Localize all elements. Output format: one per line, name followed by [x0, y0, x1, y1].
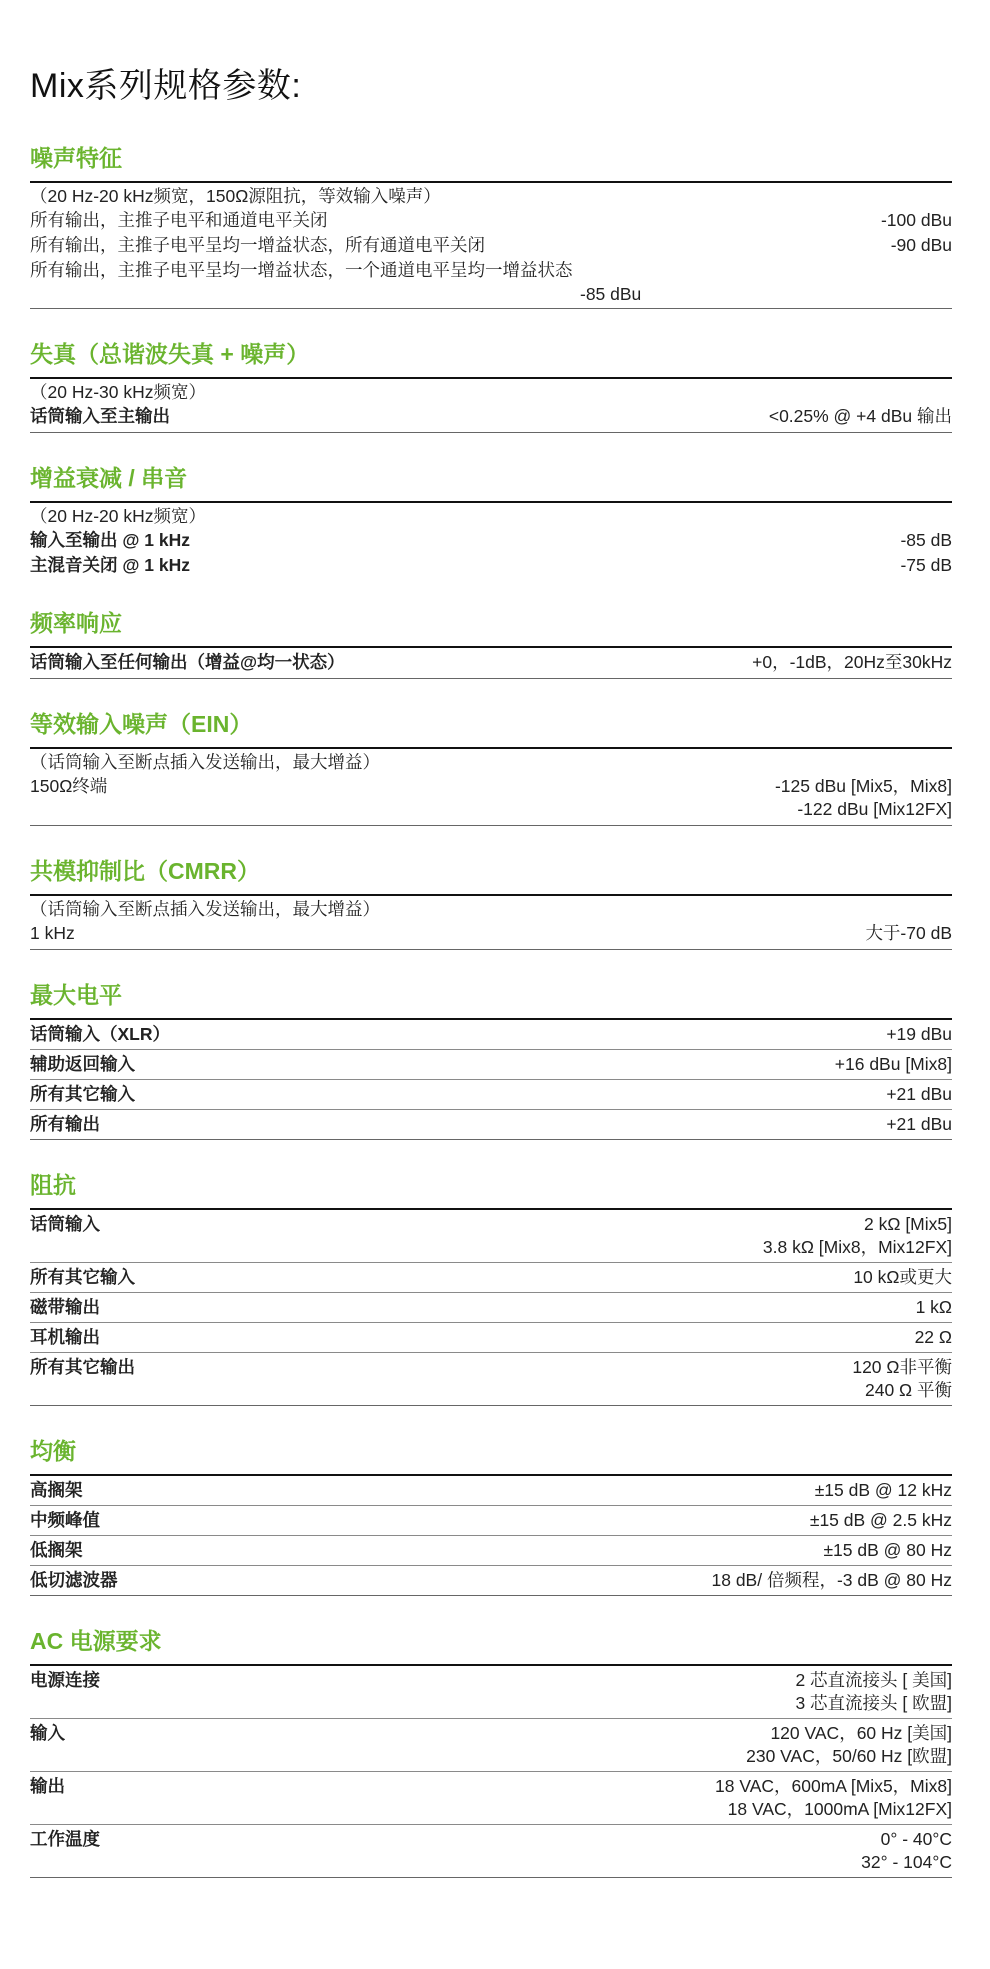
spec-value: 18 VAC，600mA [Mix5，Mix8] 18 VAC，1000mA [Mix12FX] [715, 1776, 952, 1819]
spec-value: -125 dBu [Mix5，Mix8] -122 dBu [Mix12FX] [774, 776, 952, 819]
section-heading-frequency: 频率响应 [30, 610, 122, 636]
spec-value: 18 dB/ 倍频程，-3 dB @ 80 Hz [711, 1570, 952, 1590]
spec-label: 话筒输入至主输出 [30, 406, 170, 426]
spec-row [30, 208, 952, 233]
spec-value: 22 Ω [914, 1327, 952, 1347]
spec-label: 工作温度 [30, 1829, 100, 1849]
spec-value: -85 dB [900, 530, 952, 550]
spec-label: 所有输出 [30, 1114, 100, 1134]
spec-row [30, 1719, 952, 1772]
spec-label: 高搁架 [30, 1480, 83, 1500]
spec-label: 磁带输出 [30, 1297, 100, 1317]
spec-label: 1 kHz [30, 923, 75, 943]
spec-row [30, 528, 952, 553]
spec-label: 低搁架 [30, 1540, 83, 1560]
spec-label: 所有输出，主推子电平和通道电平关闭 [30, 210, 328, 230]
section-heading-cmrr: 共模抑制比（CMRR） [30, 858, 260, 884]
section-heading-noise: 噪声特征 [30, 145, 122, 171]
section-cmrr [30, 856, 952, 950]
spec-label: 话筒输入至任何输出（增益@均一状态） [30, 652, 345, 672]
spec-value: <0.25% @ +4 dBu 输出 [768, 406, 952, 426]
section-heading-impedance: 阻抗 [30, 1172, 76, 1198]
spec-value: 大于-70 dB [865, 923, 952, 943]
spec-value: +16 dBu [Mix8] [834, 1054, 952, 1074]
spec-row [30, 1666, 952, 1719]
spec-value: +21 dBu [886, 1114, 952, 1134]
spec-value: ±15 dB @ 2.5 kHz [809, 1510, 952, 1530]
spec-label: 所有输出，主推子电平呈均一增益状态，所有通道电平关闭 [30, 235, 485, 255]
section-heading-power: AC 电源要求 [30, 1628, 162, 1654]
section-power [30, 1626, 952, 1878]
section-distortion [30, 339, 952, 433]
spec-value: +0，-1dB，20Hz至30kHz [752, 652, 952, 672]
spec-table-max-level [30, 1018, 952, 1140]
spec-label: 中频峰值 [30, 1510, 100, 1530]
spec-row [30, 1772, 952, 1825]
spec-label: 输入至输出 @ 1 kHz [30, 530, 191, 550]
spec-row [30, 404, 952, 432]
spec-label: 所有其它输入 [30, 1267, 135, 1287]
spec-label: 辅助返回输入 [30, 1054, 135, 1074]
section-heading-distortion: 失真（总谐波失真 + 噪声） [30, 341, 310, 367]
spec-row [30, 1020, 952, 1050]
section-eq [30, 1436, 952, 1596]
spec-table-power [30, 1664, 952, 1878]
spec-value: 2 芯直流接头 [ 美国] 3 芯直流接头 [ 欧盟] [795, 1670, 952, 1713]
spec-value: 1 kΩ [915, 1297, 952, 1317]
condition-note: （20 Hz-30 kHz频宽） [30, 382, 207, 402]
spec-value: -100 dBu [880, 210, 952, 230]
spec-table-crosstalk [30, 501, 952, 578]
spec-row [30, 553, 952, 578]
spec-value: +19 dBu [886, 1024, 952, 1044]
spec-label: 所有输出，主推子电平呈均一增益状态，一个通道电平呈均一增益状态 [30, 260, 573, 280]
spec-value: 2 kΩ [Mix5] 3.8 kΩ [Mix8，Mix12FX] [762, 1214, 952, 1257]
spec-row [30, 1210, 952, 1263]
spec-value-trailing: -85 dBu [580, 284, 642, 304]
spec-table-impedance [30, 1208, 952, 1406]
spec-table-distortion [30, 377, 952, 433]
section-heading-crosstalk: 增益衰减 / 串音 [30, 465, 188, 491]
condition-note: （话筒输入至断点插入发送输出，最大增益） [30, 899, 380, 919]
spec-row [30, 258, 952, 283]
page-title: Mix系列规格参数: [30, 67, 302, 105]
spec-label: 耳机输出 [30, 1327, 100, 1347]
section-max-level [30, 980, 952, 1140]
spec-label: 150Ω终端 [30, 776, 108, 796]
spec-value: 120 Ω非平衡 240 Ω 平衡 [852, 1357, 952, 1400]
spec-value: -90 dBu [890, 235, 952, 255]
section-ein [30, 709, 952, 826]
spec-row [30, 1353, 952, 1405]
spec-row [30, 1263, 952, 1293]
section-frequency-response [30, 608, 952, 679]
spec-row [30, 921, 952, 949]
section-impedance [30, 1170, 952, 1406]
spec-label: 话筒输入（XLR） [30, 1024, 170, 1044]
condition-note: （话筒输入至断点插入发送输出，最大增益） [30, 752, 380, 772]
spec-row [30, 1825, 952, 1877]
section-crosstalk [30, 463, 952, 578]
spec-row [30, 648, 952, 678]
spec-table-cmrr [30, 894, 952, 950]
spec-label: 输出 [30, 1776, 65, 1796]
spec-row [30, 774, 952, 825]
spec-value: ±15 dB @ 80 Hz [823, 1540, 952, 1560]
spec-table-ein [30, 747, 952, 826]
spec-label: 话筒输入 [30, 1214, 100, 1234]
spec-table-eq [30, 1474, 952, 1596]
spec-row [30, 1506, 952, 1536]
spec-row [30, 1080, 952, 1110]
spec-value: 0° - 40°C 32° - 104°C [861, 1829, 952, 1872]
section-heading-max-level: 最大电平 [30, 982, 122, 1008]
spec-row [30, 1536, 952, 1566]
condition-note: （20 Hz-20 kHz频宽，150Ω源阻抗，等效输入噪声） [30, 186, 441, 206]
spec-value: 120 VAC，60 Hz [美国] 230 VAC，50/60 Hz [欧盟] [746, 1723, 952, 1766]
section-heading-ein: 等效输入噪声（EIN） [30, 711, 253, 737]
section-noise [30, 143, 952, 309]
spec-label: 所有其它输出 [30, 1357, 135, 1377]
spec-label: 主混音关闭 @ 1 kHz [30, 555, 191, 575]
spec-row [30, 1476, 952, 1506]
spec-value: ±15 dB @ 12 kHz [814, 1480, 952, 1500]
spec-table-noise [30, 181, 952, 309]
spec-label: 输入 [30, 1723, 65, 1743]
spec-label: 所有其它输入 [30, 1084, 135, 1104]
spec-value: +21 dBu [886, 1084, 952, 1104]
spec-row [30, 1566, 952, 1595]
spec-row [30, 1110, 952, 1139]
spec-row [30, 1293, 952, 1323]
spec-row [30, 233, 952, 258]
spec-label: 低切滤波器 [30, 1570, 118, 1590]
condition-note: （20 Hz-20 kHz频宽） [30, 506, 207, 526]
spec-value: 10 kΩ或更大 [853, 1267, 952, 1287]
spec-value: -75 dB [900, 555, 952, 575]
spec-row [30, 1050, 952, 1080]
spec-table-frequency [30, 646, 952, 679]
section-heading-eq: 均衡 [30, 1438, 76, 1464]
spec-label: 电源连接 [30, 1670, 100, 1690]
spec-row [30, 1323, 952, 1353]
